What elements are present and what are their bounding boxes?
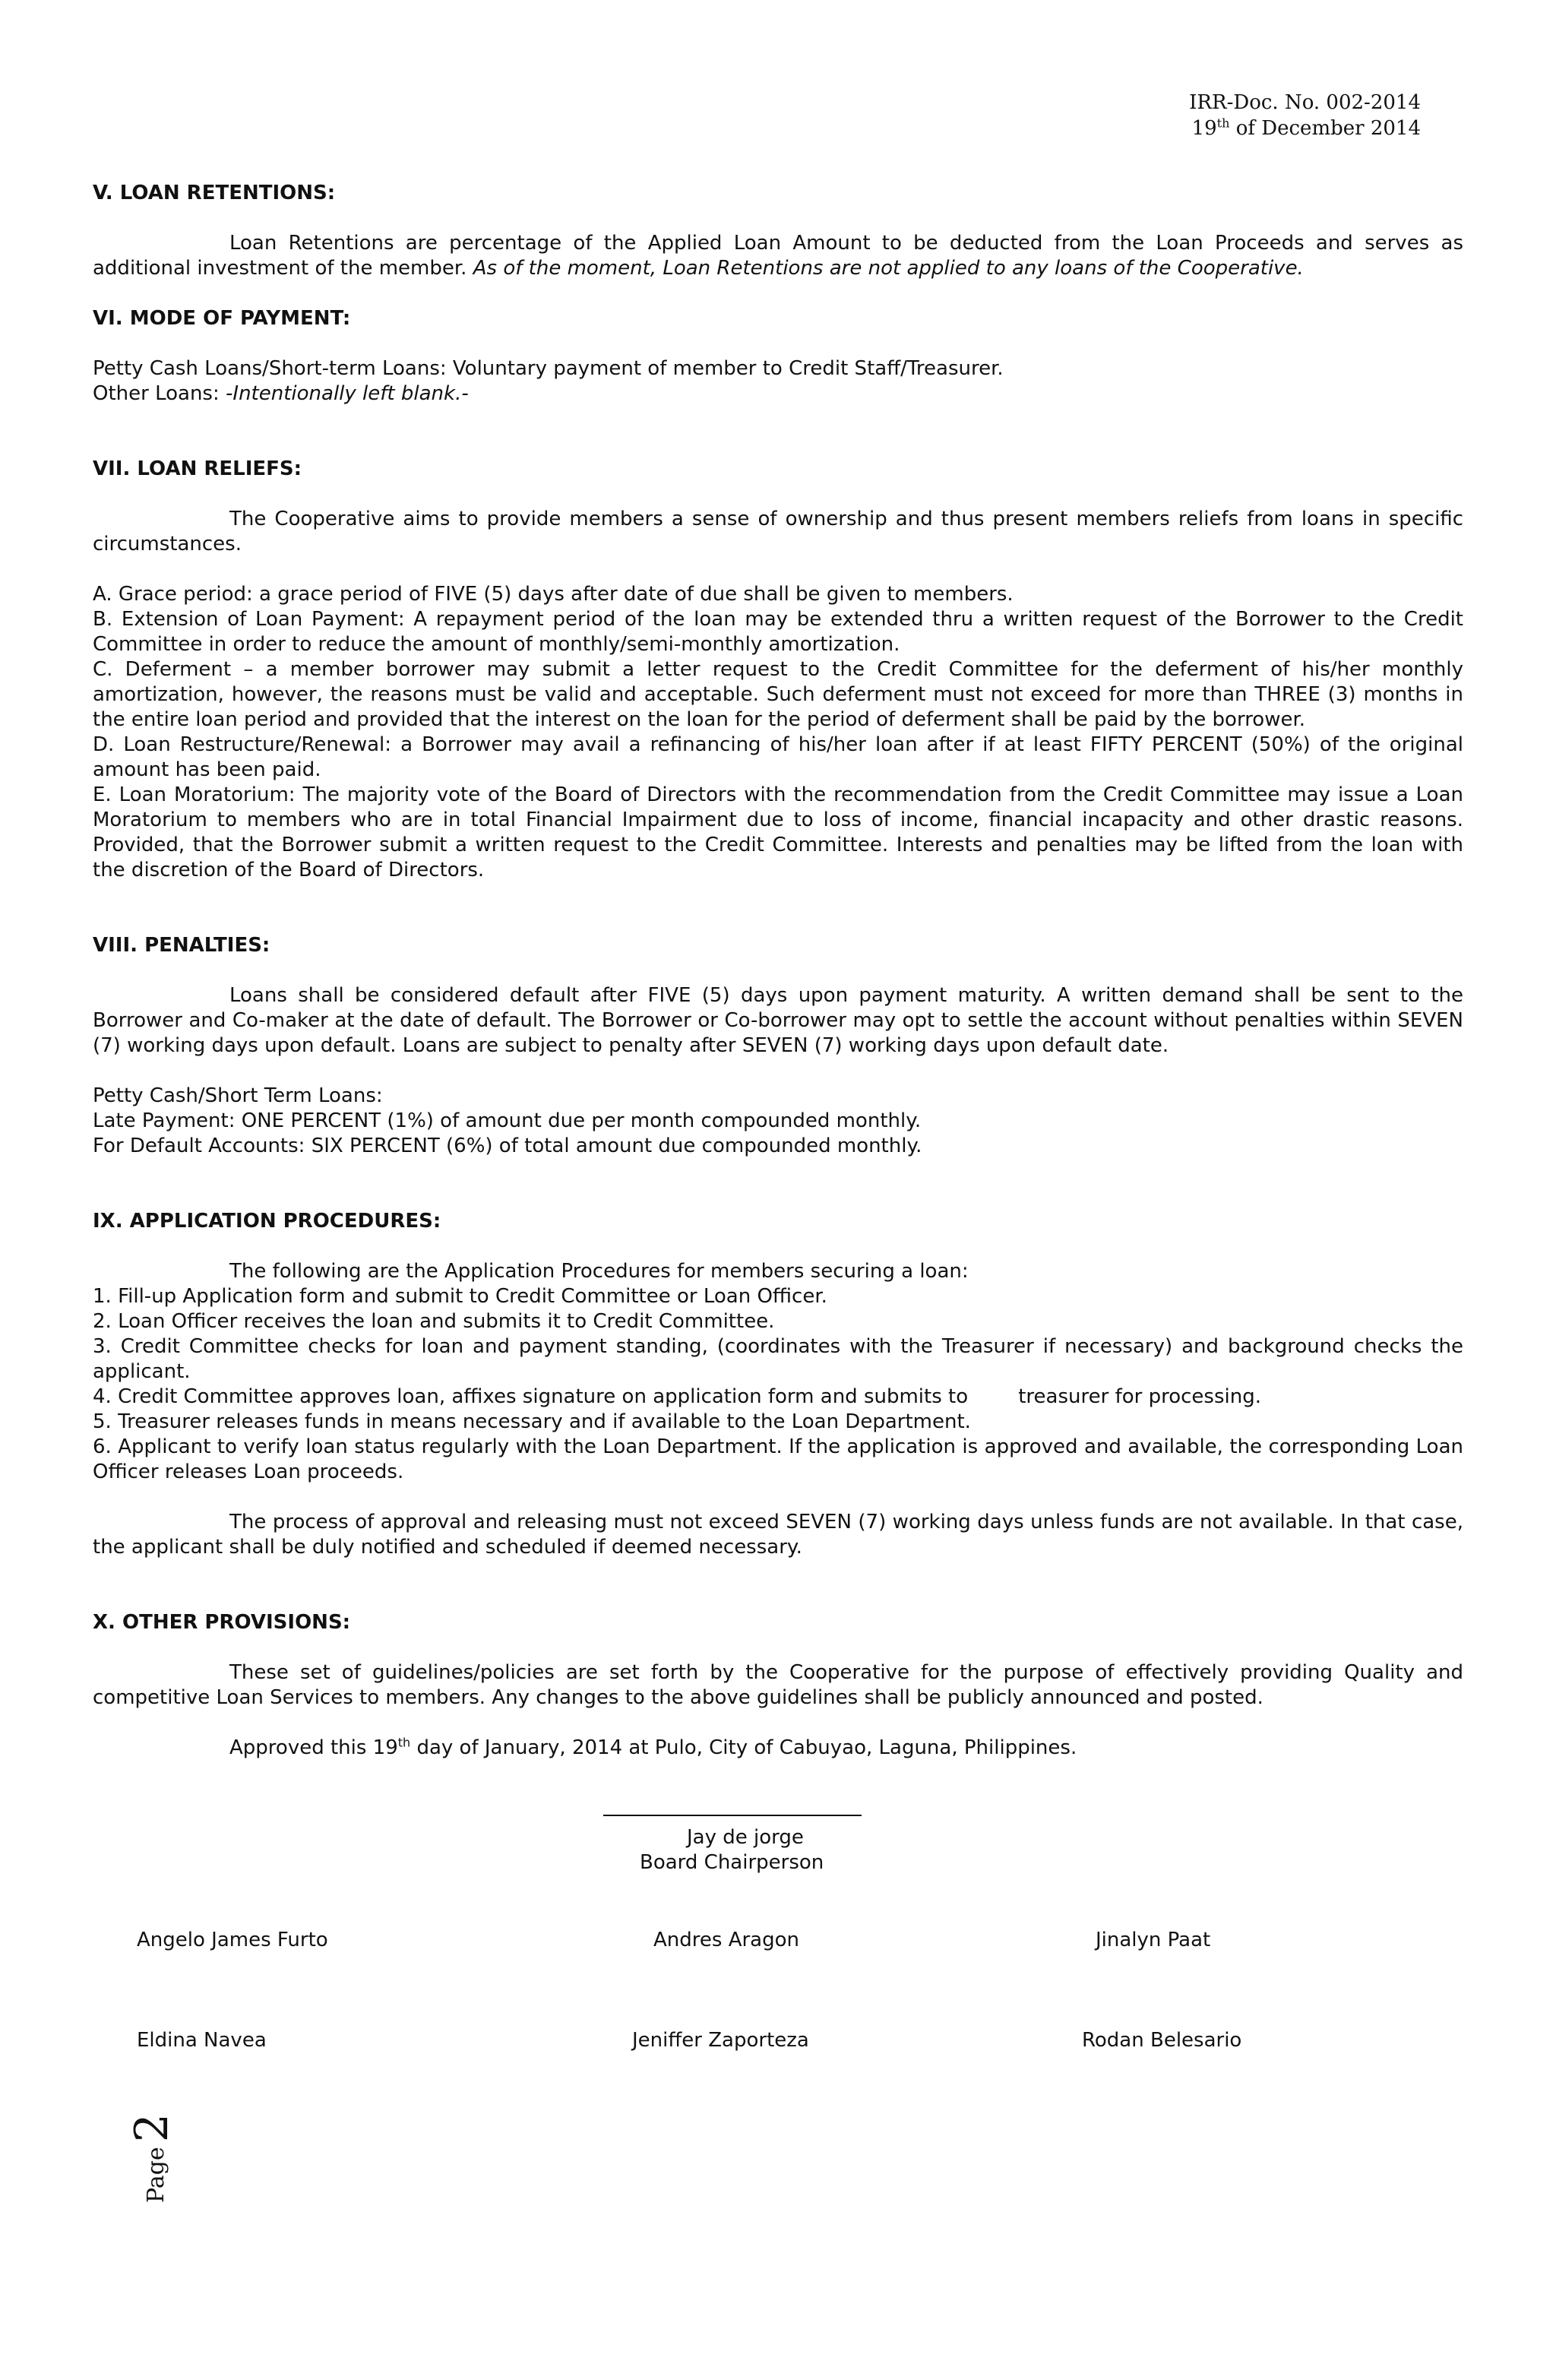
page-number-footer xyxy=(53,2097,179,2219)
page-label: Page xyxy=(143,2147,169,2203)
penalties-paragraph: Loans shall be considered default after FIVE (5) days upon payment maturity. A written demand shall be sent to the Borrower and Co-maker at the date of default. The Borrower or Co-borrower may opt to settle the account without penalties within SEVEN (7) working days upon default. Loans are subject to penalty after SEVEN (7) working days upon default date. xyxy=(93,984,1463,1057)
relief-item-deferment: C. Deferment – a member borrower may submit a letter request to the Credit Committee for the deferment of his/her monthly amortization, however, the reasons must be valid and acceptable. Such deferment must not exceed for more than THREE (3) months in the entire loan period and provided that the interest on the loan for the period of deferment shall be paid by the borrower. xyxy=(93,658,1463,731)
section-title-loan-reliefs: VII. LOAN RELIEFS: xyxy=(93,457,302,480)
procedure-step: 1. Fill-up Application form and submit to Credit Committee or Loan Officer. xyxy=(93,1285,827,1308)
chairperson-name: Jay de jorge xyxy=(687,1826,804,1849)
signatory-name: Rodan Belesario xyxy=(1082,2029,1242,2052)
signatory-name: Jeniffer Zaporteza xyxy=(632,2029,809,2052)
section-title-application-procedures: IX. APPLICATION PROCEDURES: xyxy=(93,1210,441,1233)
penalty-line: Petty Cash/Short Term Loans: xyxy=(93,1084,383,1107)
section-title-mode-of-payment: VI. MODE OF PAYMENT: xyxy=(93,307,351,330)
loan-retentions-paragraph: Loan Retentions are percentage of the Applied Loan Amount to be deducted from the Loan Proceeds and serves as additional investment of the member. As of the moment, Loan Retentions are not applied to any loans of the Cooperative. xyxy=(93,232,1463,280)
procedures-closing: The process of approval and releasing must not exceed SEVEN (7) working days unless funds are not available. In that case, the applicant shall be duly notified and scheduled if deemed necessary. xyxy=(93,1511,1463,1559)
procedures-intro: The following are the Application Procedures for members securing a loan: xyxy=(229,1260,969,1283)
document-date: 19th of December 2014 xyxy=(1191,116,1421,140)
signatory-name: Andres Aragon xyxy=(653,1929,799,1951)
signatory-name: Angelo James Furto xyxy=(137,1929,328,1951)
relief-item-grace-period: A. Grace period: a grace period of FIVE (5) days after date of due shall be given to members. xyxy=(93,583,1014,606)
procedure-step: 6. Applicant to verify loan status regularly with the Loan Department. If the application is approved and available, the corresponding Loan Officer releases Loan proceeds. xyxy=(93,1435,1463,1483)
approval-statement: Approved this 19th day of January, 2014 at Pulo, City of Cabuyao, Laguna, Philippines. xyxy=(229,1735,1077,1759)
section-title-other-provisions: X. OTHER PROVISIONS: xyxy=(93,1611,351,1634)
signatory-name: Eldina Navea xyxy=(137,2029,267,2052)
section-title-penalties: VIII. PENALTIES: xyxy=(93,934,270,957)
relief-item-extension: B. Extension of Loan Payment: A repayment period of the loan may be extended thru a written request of the Borrower to the Credit Committee in order to reduce the amount of monthly/semi-monthly amortization. xyxy=(93,608,1463,656)
procedure-step: 4. Credit Committee approves loan, affixes signature on application form and submits to treasurer for processing. xyxy=(93,1385,1261,1408)
page-number: 2 xyxy=(125,2113,179,2143)
signature-line xyxy=(603,1815,862,1816)
document-reference xyxy=(1140,90,1421,141)
document-body xyxy=(93,181,1463,1761)
document-number: IRR-Doc. No. 002-2014 xyxy=(1189,91,1421,114)
procedure-step: 2. Loan Officer receives the loan and submits it to Credit Committee. xyxy=(93,1310,775,1333)
signatory-name: Jinalyn Paat xyxy=(1096,1929,1211,1951)
chairperson-title: Board Chairperson xyxy=(640,1851,824,1874)
penalty-line: Late Payment: ONE PERCENT (1%) of amount due per month compounded monthly. xyxy=(93,1109,922,1132)
other-provisions-paragraph: These set of guidelines/policies are set forth by the Cooperative for the purpose of effectively providing Quality and competitive Loan Services to members. Any changes to the above guidelines shall be publicly announced and posted. xyxy=(93,1661,1463,1709)
section-title-loan-retentions: V. LOAN RETENTIONS: xyxy=(93,182,336,204)
penalty-line: For Default Accounts: SIX PERCENT (6%) of total amount due compounded monthly. xyxy=(93,1135,922,1157)
relief-item-moratorium: E. Loan Moratorium: The majority vote of the Board of Directors with the recommendation from the Credit Committee may issue a Loan Moratorium to members who are in total Financial Impairment due to loss of income, financial incapacity and other drastic reasons. Provided, that the Borrower submit a written request to the Credit Committee. Interests and penalties may be lifted from the loan with the discretion of the Board of Directors. xyxy=(93,783,1463,881)
procedure-step: 5. Treasurer releases funds in means necessary and if available to the Loan Department. xyxy=(93,1410,971,1433)
loan-reliefs-intro: The Cooperative aims to provide members a sense of ownership and thus present members reliefs from loans in specific circumstances. xyxy=(93,508,1463,555)
payment-line-petty-cash: Petty Cash Loans/Short-term Loans: Voluntary payment of member to Credit Staff/Treasurer. xyxy=(93,357,1004,380)
relief-item-restructure: D. Loan Restructure/Renewal: a Borrower may avail a refinancing of his/her loan after if at least FIFTY PERCENT (50%) of the original amount has been paid. xyxy=(93,733,1463,781)
payment-line-other-loans: Other Loans: -Intentionally left blank.- xyxy=(93,382,469,405)
procedure-step: 3. Credit Committee checks for loan and payment standing, (coordinates with the Treasurer if necessary) and background checks the applicant. xyxy=(93,1335,1463,1383)
